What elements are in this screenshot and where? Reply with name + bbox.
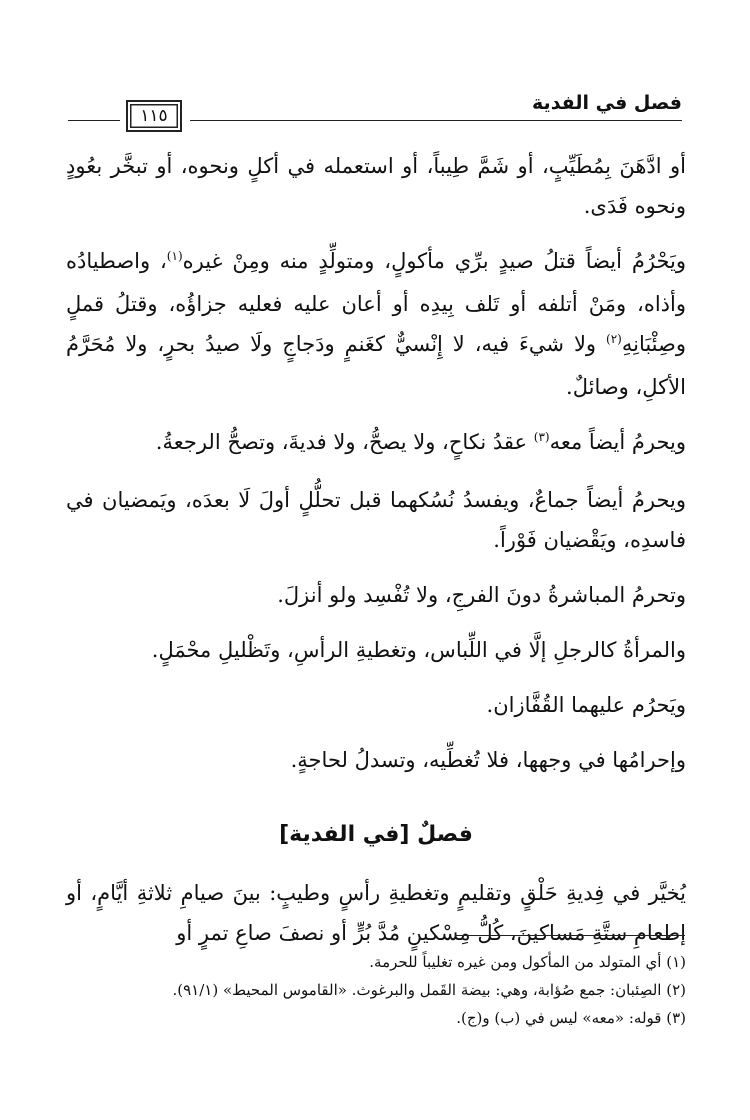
footnote: (٢) الصِئبان: جمع صُؤابة، وهي: بيضة القَمل والبرغوث. «القاموس المحيط» (٩١/١). [172, 981, 686, 999]
paragraph-text: ويحرمُ أيضاً معه [549, 430, 686, 454]
paragraph: أو ادَّهَنَ بِمُطَيِّبٍ، أو شَمَّ طِيباً، أو استعمله في أكلٍ ونحوه، أو تبخَّر بعُودٍ ونحوه فَدَى. [66, 154, 686, 218]
paragraph: ويحرمُ أيضاً جماعٌ، ويفسدُ نُسُكهما قبل تحلُّلٍ أولَ لَا بعدَه، ويَمضيان في فاسدِه، ويَقْضيان فَوْراً. [66, 488, 686, 552]
page-number: ١١٥ [126, 100, 182, 132]
main-text [66, 146, 686, 968]
paragraph-text: ولا شيءَ فيه، لا إِنْسيٌّ كغَنمٍ ودَجاجٍ ولَا صيدُ بحرٍ، ولا مُحَرَّمُ الأكلِ، وصائلٌ. [66, 332, 686, 399]
paragraph-text: ويَحْرُمُ أيضاً قتلُ صيدٍ برِّي مأكولٍ، ومتولِّدٍ منه ومِنْ غيره [182, 249, 686, 273]
footnote-ref: (١) [166, 249, 183, 263]
footnote-ref: (٢) [606, 332, 622, 346]
paragraph: وإحرامُها في وجهها، فلا تُغطِّيه، وتسدلُ لحاجةٍ. [290, 748, 686, 772]
paragraph-text: عقدُ نكاحٍ، ولا يصحُّ، ولا فديةَ، وتصحُّ الرجعةُ. [155, 430, 534, 454]
footnote-ref: (٣) [533, 430, 550, 444]
paragraph: والمرأةُ كالرجلِ إلَّا في اللِّباس، وتغطيةِ الرأسِ، وتَظْليلِ محْمَلٍ. [151, 638, 686, 662]
paragraph: يُخيَّر في فِديةِ حَلْقٍ وتقليمٍ وتغطيةِ رأسٍ وطيبٍ: بينَ صيامِ ثلاثةِ أيَّامٍ، أو إطعامِ ستَّةِ مَساكينَ، كُلُّ مِسْكينٍ مُدَّ بُرٍّ أو نصفَ صاعِ تمرٍ أو [66, 881, 686, 945]
footnotes [66, 948, 686, 1032]
paragraph [66, 422, 686, 465]
footnote-separator [455, 935, 685, 936]
footnote: (٣) قوله: «معه» ليس في (ب) و(ج). [456, 1009, 686, 1027]
footnote: (١) أي المتولد من المأكول ومن غيره تغليباً للحرمة. [369, 953, 686, 971]
paragraph [66, 241, 686, 407]
paragraph-text: ، واصطيادُه وأذاه، ومَنْ أتلفه أو تَلف بِيدِه أو أعان عليه فعليه جزاؤُه، وقتلُ قملٍ وصِئْبَانِهِ [66, 249, 686, 356]
paragraph: وتحرمُ المباشرةُ دونَ الفرجِ، ولا تُفْسِد ولو أنزلَ. [277, 583, 686, 607]
section-heading: فصلٌ [في الفدية] [279, 822, 473, 847]
paragraph: ويَحرُم عليهما القُفَّازان. [486, 693, 686, 717]
running-header-title: فصل في الفدية [532, 92, 682, 114]
header-rule [190, 120, 682, 121]
header-rule-short [68, 120, 120, 121]
